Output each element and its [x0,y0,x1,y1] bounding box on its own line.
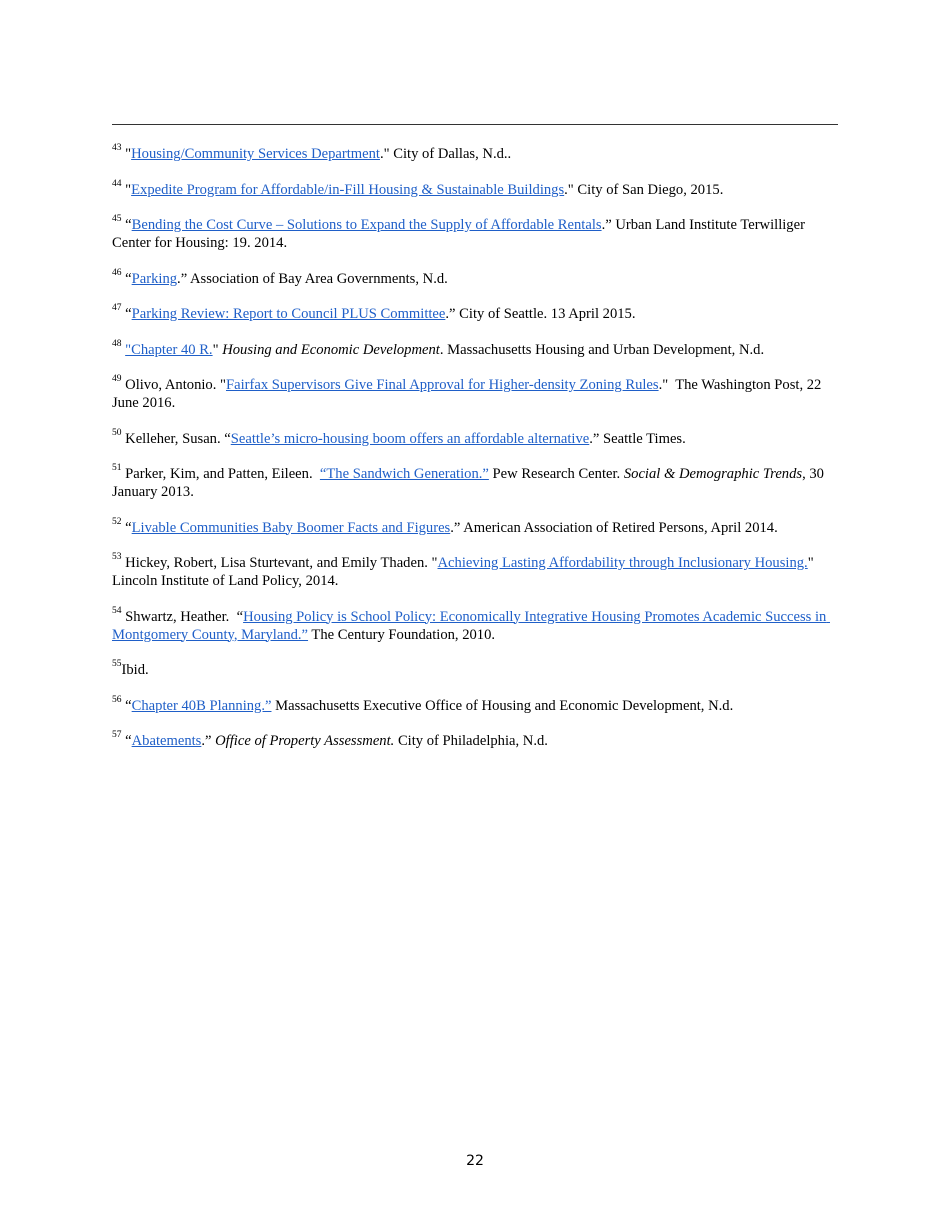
footnote-number: 49 [112,374,122,384]
citation-text: Pew Research Center. [488,466,624,482]
citation-link[interactable]: Housing/Community Services Department [131,146,380,162]
citation-link[interactable]: Parking Review: Report to Council PLUS Committee [131,306,446,322]
footnote-50 [112,427,842,448]
footnote-46 [112,267,842,288]
citation-text: “ [121,270,132,287]
footnote-number: 50 [112,427,122,438]
citation-text: .” Association of Bay Area Governments, N.d. [177,270,448,287]
citation-text: " [121,181,132,198]
footnote-49 [112,376,842,412]
citation-text: Massachusetts Executive Office of Housing and Economic Development, N.d. [271,697,734,714]
citation-text: The Century Foundation, 2010. [308,626,496,643]
footnote-43 [112,145,842,163]
citation-text: “ [121,217,132,233]
citation-link[interactable]: “The Sandwich Generation.” [319,466,489,482]
citation-italic-text: Office of Property Assessment. [215,733,395,749]
citation-text: .” American Association of Retired Persons, April 2014. [450,519,778,536]
citation-italic-text: Social & Demographic Trends [623,466,803,482]
citation-link[interactable]: Expedite Program for Affordable/in-Fill Housing & Sustainable Buildings [131,181,565,198]
footnote-54 [112,605,842,644]
footnote-48 [112,338,842,359]
citation-text: Hickey, Robert, Lisa Sturtevant, and Emily Thaden. " [121,555,438,571]
citation-link[interactable]: Chapter 40B Planning.” [131,697,272,714]
citation-text: Parker, Kim, and Patten, Eileen. [121,466,320,482]
footnotes-list [112,145,842,768]
citation-link[interactable]: Achieving Lasting Affordability through Inclusionary Housing. [437,555,808,571]
citation-text: ." The Washington Post, 22 June 2016. [112,377,825,411]
citation-text: “ [121,697,132,714]
citation-text: . Massachusetts Housing and Urban Development, N.d. [439,341,765,358]
footnote-number: 54 [112,605,122,616]
citation-text: .” Seattle Times. [589,430,686,447]
citation-text: “ [121,733,132,749]
citation-text: , 30 January 2013. [112,466,828,500]
footnote-57 [112,732,842,750]
footnote-56 [112,694,842,715]
citation-text: Ibid. [121,662,149,678]
footnote-51 [112,465,842,501]
footnote-number: 57 [112,730,122,740]
citation-text: .” Urban Land Institute Terwilliger Center for Housing: 19. 2014. [112,217,809,251]
page-number: 22 [466,1153,484,1169]
footnote-55 [112,661,842,679]
citation-text: .” [201,733,216,749]
footnote-number: 44 [112,178,122,189]
footnote-45 [112,216,842,252]
citation-link[interactable]: Parking [131,270,178,287]
citation-text: Kelleher, Susan. “ [121,430,231,447]
citation-text: City of Philadelphia, N.d. [394,733,548,749]
citation-text: ." City of San Diego, 2015. [564,181,724,198]
footnote-47 [112,305,842,323]
citation-text: Shwartz, Heather. “ [121,608,244,625]
citation-text: .” City of Seattle. 13 April 2015. [445,306,636,322]
citation-text: " [212,341,223,358]
citation-link[interactable]: Fairfax Supervisors Give Final Approval for Higher-density Zoning Rules [225,377,659,393]
footnote-number: 46 [112,267,122,278]
footnote-44 [112,178,842,199]
footnote-separator [112,124,838,125]
footnote-number: 52 [112,516,122,527]
citation-link[interactable]: Bending the Cost Curve – Solutions to Expand the Supply of Affordable Rentals [131,217,602,233]
footnote-number: 51 [112,463,122,473]
citation-link[interactable]: "Chapter 40 R. [125,341,213,358]
footnote-number: 47 [112,303,122,313]
citation-link[interactable]: Housing Policy is School Policy: Economically Integrative Housing Promotes Academic Success in Montgomery County, Maryland.” [112,608,830,643]
citation-text: " [121,146,132,162]
footnote-number: 55 [112,659,122,669]
footnote-number: 45 [112,214,122,224]
footnote-number: 48 [112,338,122,349]
citation-link[interactable]: Abatements [131,733,202,749]
citation-text: ." City of Dallas, N.d.. [379,146,512,162]
footnote-number: 43 [112,143,122,153]
citation-text: “ [121,519,132,536]
footnote-53 [112,554,842,590]
citation-text: " Lincoln Institute of Land Policy, 2014. [112,555,818,589]
citation-text: “ [121,306,132,322]
citation-text: Olivo, Antonio. " [121,377,226,393]
citation-link[interactable]: Seattle’s micro-housing boom offers an affordable alternative [230,430,590,447]
citation-italic-text: Housing and Economic Development [222,341,440,358]
citation-link[interactable]: Livable Communities Baby Boomer Facts and Figures [131,519,451,536]
footnote-number: 56 [112,694,122,705]
footnote-number: 53 [112,552,122,562]
footnote-52 [112,516,842,537]
